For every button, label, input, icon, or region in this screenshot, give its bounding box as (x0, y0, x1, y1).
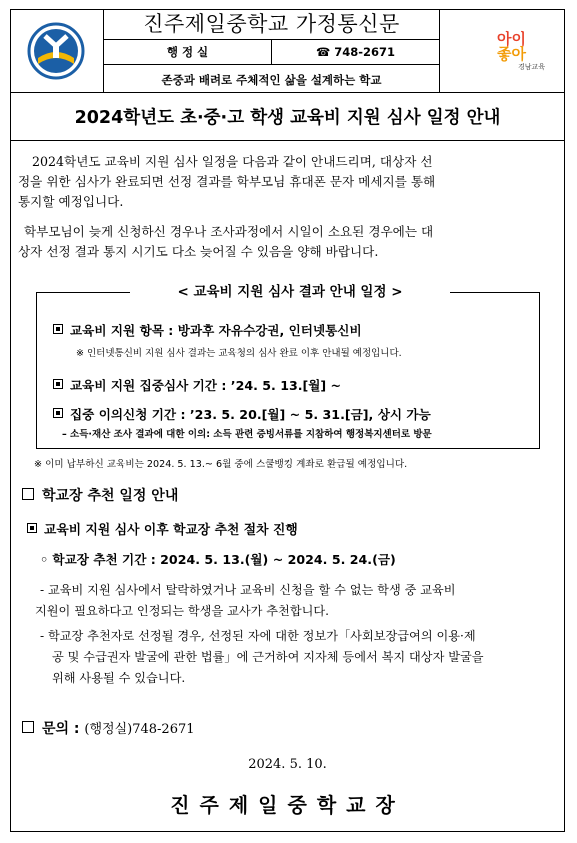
filled-square-icon (53, 379, 63, 389)
intro-paragraph-2 (18, 222, 563, 262)
office-name: 행 정 실 (104, 40, 272, 64)
intro-p1-line3: 통지할 예정입니다. (18, 194, 124, 209)
schedule-item2-text: 교육비 지원 집중심사 기간 : ’24. 5. 13.[월] ~ (70, 378, 342, 393)
contact-line (22, 718, 195, 738)
badge-line2: 좋아 (497, 45, 526, 63)
title-divider (10, 140, 565, 141)
recommend-note1-line1: - 교육비 지원 심사에서 탈락하였거나 교육비 신청을 할 수 없는 학생 중 교육비 (40, 583, 456, 597)
issue-date: 2024. 5. 10. (248, 757, 327, 772)
intro-paragraph-1 (18, 152, 563, 212)
filled-square-icon (53, 408, 63, 418)
badge-line1: 아이 (497, 30, 526, 48)
recommend-note-2 (40, 626, 565, 689)
office-phone: ☎ 748-2671 (315, 45, 396, 59)
badge-line3: 경남교육 (517, 63, 545, 71)
contact-label: 문의 : (42, 721, 80, 737)
schedule-item-objection-period (53, 404, 431, 423)
header-info-row (104, 40, 439, 65)
schedule-item1-note: ※ 인터넷통신비 지원 심사 결과는 교육청의 심사 완료 이후 안내될 예정입니다. (76, 348, 402, 359)
recommend-sub-text: 교육비 지원 심사 이후 학교장 추천 절차 진행 (44, 523, 298, 538)
recommend-note2-line2: 공 및 수급권자 발굴에 관한 법률」에 근거하여 지자체 등에서 복지 대상자 발굴을 (52, 650, 484, 664)
recommend-period: ◦ 학교장 추천 기간 : 2024. 5. 13.(월) ~ 2024. 5. 24.(금) (40, 552, 396, 567)
filled-square-icon (53, 324, 63, 334)
recommend-note2-line3: 위해 사용될 수 있습니다. (52, 671, 186, 685)
intro-p2-line2: 상자 선정 결과 통지 시기도 다소 늦어질 수 있음을 양해 바랍니다. (18, 244, 379, 259)
document-title: 2024학년도 초·중·고 학생 교육비 지원 심사 일정 안내 (74, 108, 501, 128)
education-badge (497, 32, 555, 76)
filled-square-icon (27, 523, 37, 533)
header-table (103, 9, 440, 93)
recommend-note2-line1: - 학교장 추천자로 선정될 경우, 선정된 자에 대한 정보가「사회보장급여의 이용·제 (40, 629, 476, 643)
signer-name: 진주제일중학교장 (170, 793, 405, 817)
empty-square-icon (22, 488, 34, 500)
header-divider (10, 92, 565, 93)
school-logo-icon (27, 22, 85, 80)
intro-p1-line2: 정을 위한 심사가 완료되면 선정 결과를 학부모님 휴대폰 문자 메세지를 통해 (18, 174, 436, 189)
schedule-item3-note: – 소득·재산 조사 결과에 대한 이의: 소득 관련 증빙서류를 지참하여 행정복지센터로 방문 (62, 429, 432, 440)
schedule-item1-text: 교육비 지원 항목 : 방과후 자유수강권, 인터넷통신비 (70, 323, 362, 338)
recommend-note-1 (35, 580, 565, 622)
schedule-box-title: < 교육비 지원 심사 결과 안내 일정 > (130, 280, 450, 300)
intro-p1-line1: 2024학년도 교육비 지원 심사 일정을 다음과 같이 안내드리며, 대상자 선 (32, 154, 433, 169)
recommend-subheading (27, 519, 298, 538)
intro-p2-line1: 학부모님이 늦게 신청하신 경우나 조사과정에서 시일이 소요된 경우에는 대 (24, 224, 434, 239)
schedule-item3-text: 집중 이의신청 기간 : ’23. 5. 20.[월] ~ 5. 31.[금], 상시 가능 (70, 407, 431, 422)
recommend-heading-text: 학교장 추천 일정 안내 (42, 488, 179, 504)
school-motto: 존중과 배려로 주체적인 삶을 설계하는 학교 (161, 73, 382, 87)
newsletter-title: 진주제일중학교 가정통신문 (104, 9, 439, 40)
refund-note: ※ 이미 납부하신 교육비는 2024. 5. 13.~ 6월 중에 스쿨뱅킹 계좌로 환급될 예정입니다. (34, 459, 408, 470)
schedule-item-review-period (53, 375, 341, 394)
schedule-item-support-items (53, 320, 362, 339)
contact-value: (행정실)748-2671 (84, 722, 195, 737)
recommend-note1-line2: 지원이 필요하다고 인정되는 학생을 교사가 추천합니다. (35, 604, 330, 618)
empty-square-icon (22, 721, 34, 733)
recommend-section-heading (22, 485, 178, 505)
